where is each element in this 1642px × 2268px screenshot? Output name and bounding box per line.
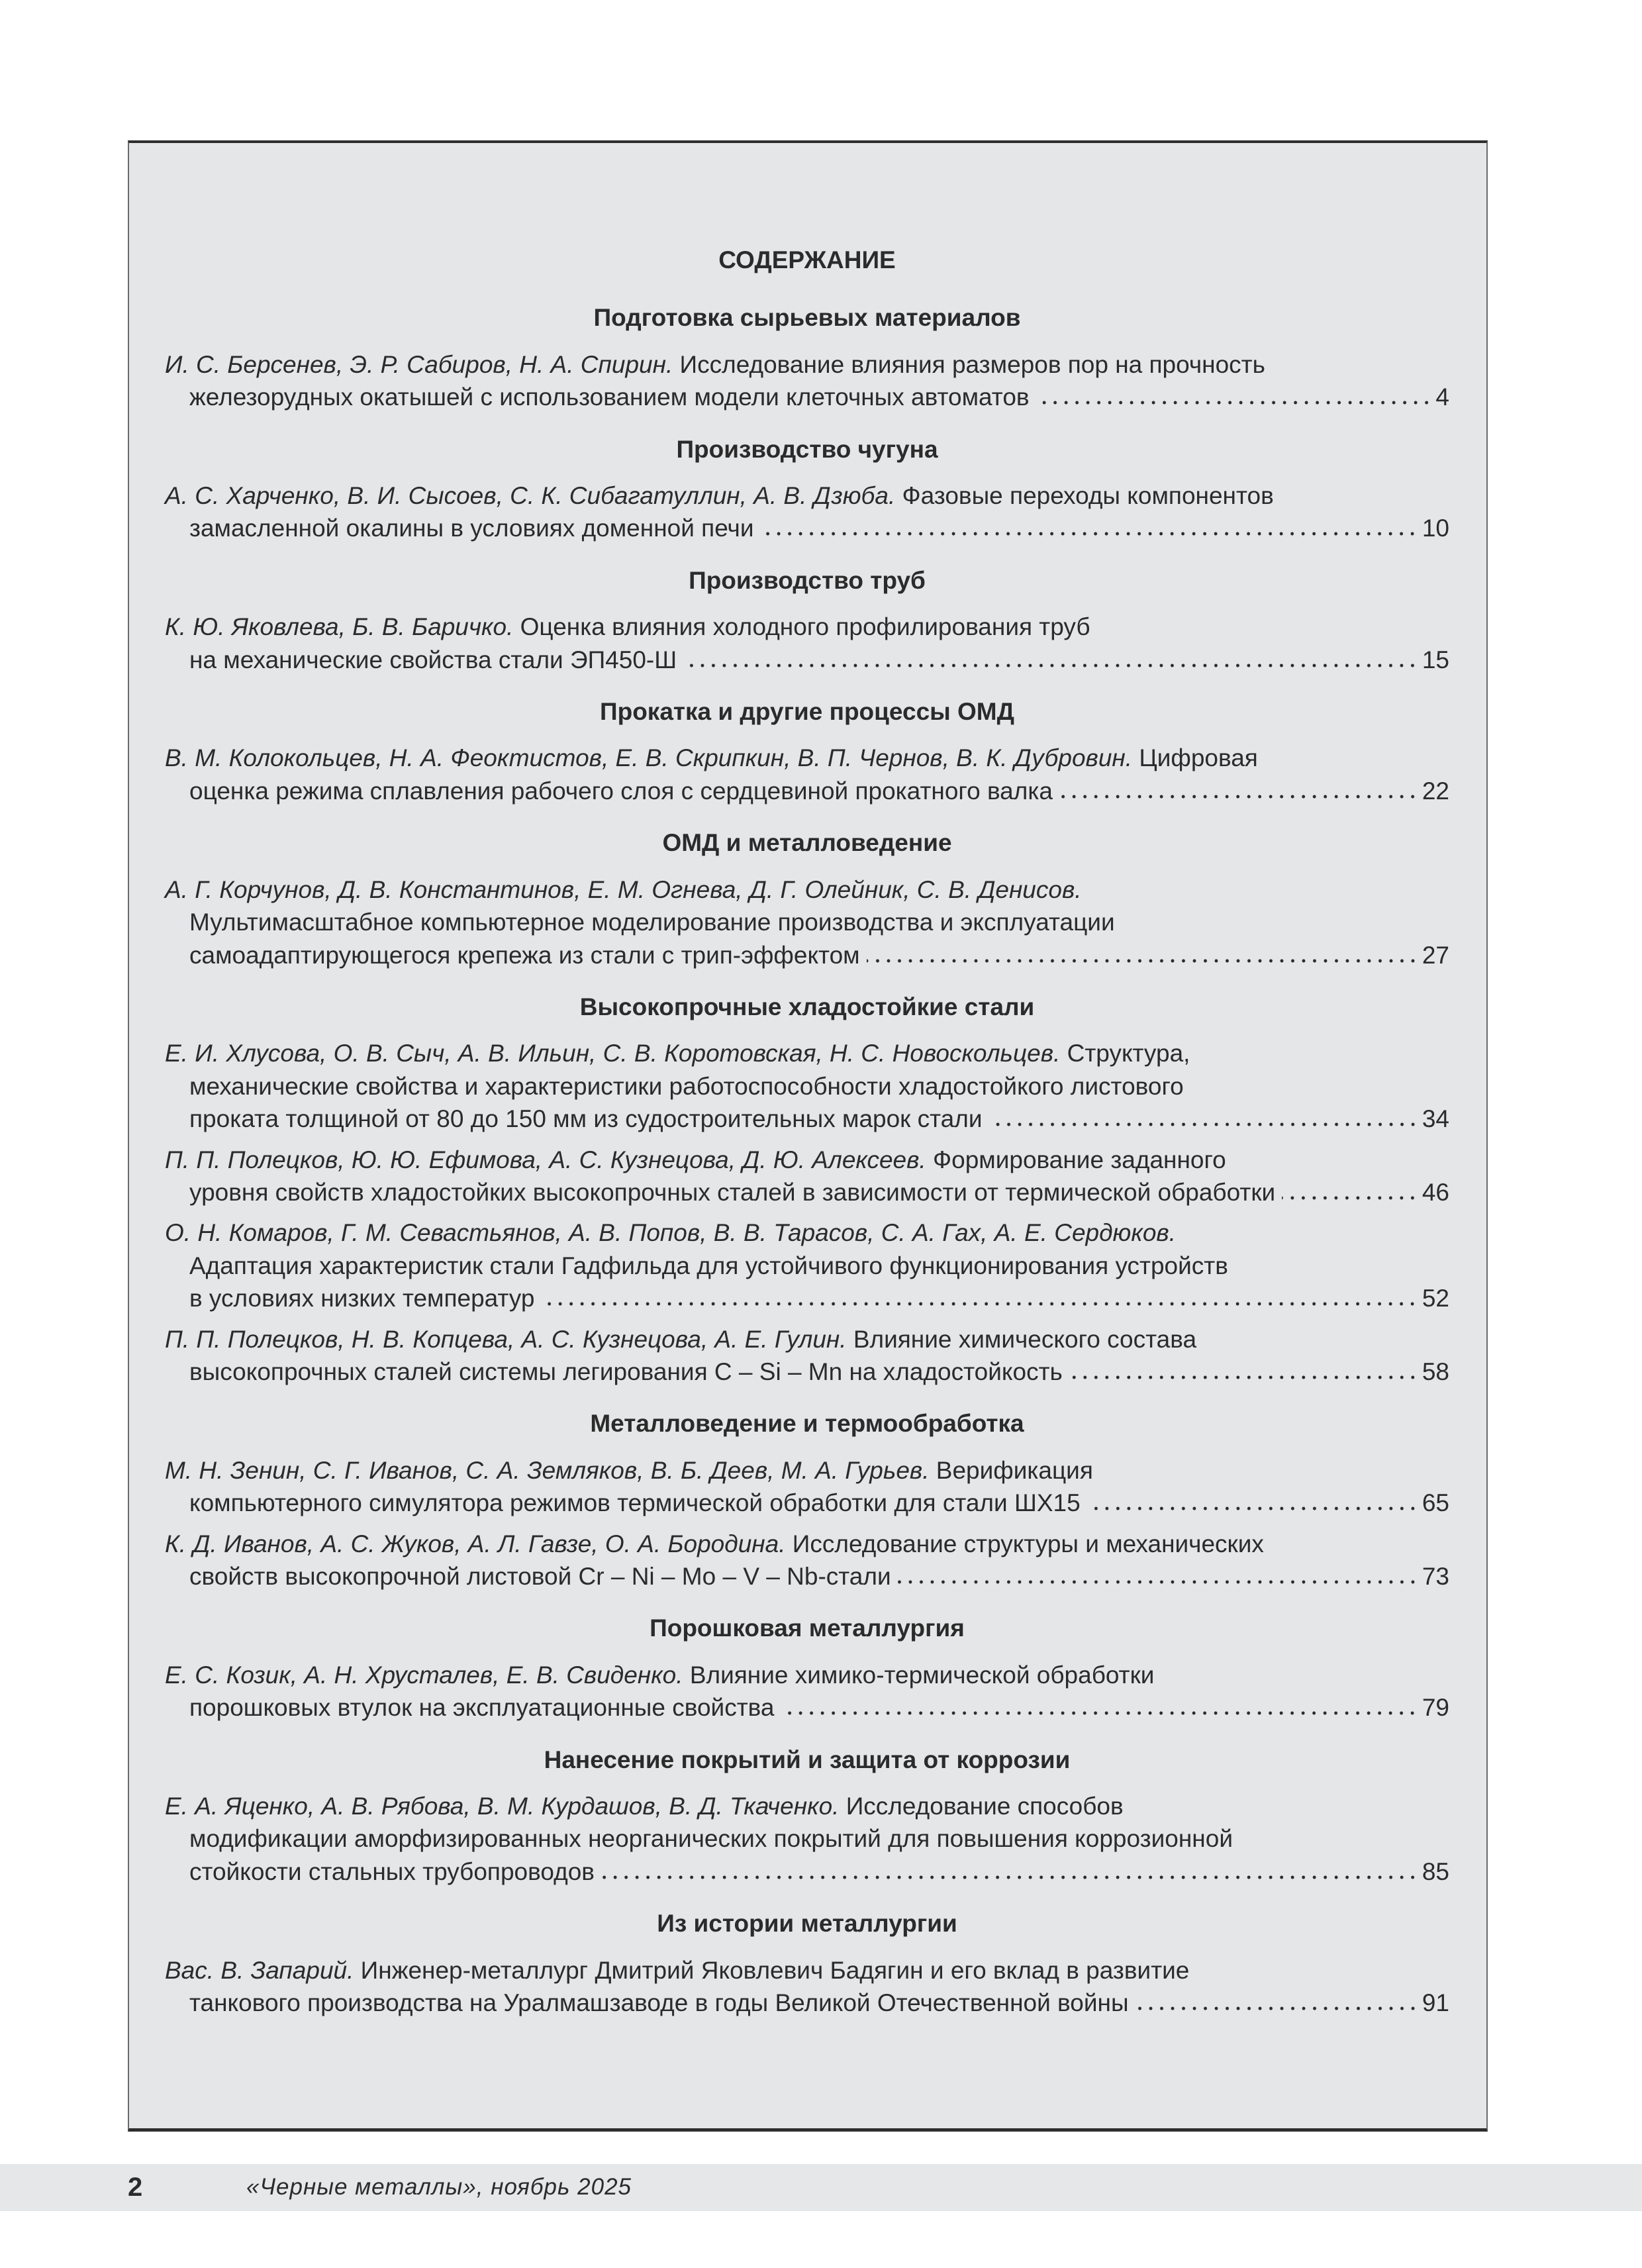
toc-entry[interactable] bbox=[165, 1659, 1449, 1724]
section-heading: Подготовка сырьевых материалов bbox=[593, 304, 1021, 332]
entry-line bbox=[165, 1356, 1449, 1388]
entry-title-text: железорудных окатышей с использованием модели клеточных автоматов bbox=[189, 383, 1030, 411]
journal-issue: «Черные металлы», ноябрь 2025 bbox=[246, 2174, 632, 2200]
entry-line bbox=[165, 742, 1449, 774]
entry-line bbox=[165, 1528, 1449, 1560]
page-footer bbox=[0, 2164, 1642, 2211]
entry-title-text: Исследование способов bbox=[845, 1793, 1124, 1820]
entry-title-text: Исследование структуры и механических bbox=[792, 1530, 1264, 1557]
dot-leader bbox=[683, 663, 1418, 668]
toc-entry[interactable] bbox=[165, 1954, 1449, 2020]
entry-page-number[interactable]: 46 bbox=[1422, 1178, 1449, 1206]
entry-line bbox=[165, 1323, 1449, 1356]
entry-title-text: танкового производства на Уралмашзаводе в годы Великой Отечественной войны bbox=[189, 1989, 1129, 2017]
entry-authors: Е. И. Хлусова, О. В. Сыч, А. В. Ильин, С. В. Коротовская, Н. С. Новоскольцев. bbox=[165, 1040, 1061, 1067]
entry-authors: К. Ю. Яковлева, Б. В. Баричко. bbox=[165, 613, 514, 641]
entry-title-text: компьютерного симулятора режимов термической обработки для стали ШХ15 bbox=[189, 1489, 1081, 1517]
entry-line bbox=[165, 906, 1449, 938]
entry-line bbox=[165, 1691, 1449, 1724]
entry-line bbox=[165, 1855, 1449, 1888]
entry-line bbox=[165, 1454, 1449, 1487]
entry-line bbox=[165, 1144, 1449, 1176]
dot-leader bbox=[1069, 1375, 1418, 1380]
entry-title-text: Фазовые переходы компонентов bbox=[902, 482, 1274, 510]
toc-entry[interactable] bbox=[165, 742, 1449, 807]
entry-line bbox=[165, 873, 1449, 906]
dot-leader bbox=[1282, 1195, 1418, 1201]
section-heading: Производство чугуна bbox=[676, 435, 938, 463]
entry-authors: М. Н. Зенин, С. Г. Иванов, С. А. Земляков, В. Б. Деев, М. А. Гурьев. bbox=[165, 1456, 930, 1484]
entry-line bbox=[165, 381, 1449, 413]
entry-page-number[interactable]: 58 bbox=[1422, 1357, 1449, 1385]
dot-leader bbox=[541, 1301, 1418, 1307]
entry-line bbox=[165, 1560, 1449, 1593]
dot-leader bbox=[867, 958, 1418, 963]
entry-line bbox=[165, 775, 1449, 807]
entry-line bbox=[165, 1790, 1449, 1822]
entry-title-text: механические свойства и характеристики работоспособности хладостойкого листового bbox=[189, 1072, 1184, 1100]
toc-entry[interactable] bbox=[165, 873, 1449, 971]
entry-page-number[interactable]: 73 bbox=[1422, 1563, 1449, 1590]
entry-title-text: высокопрочных сталей системы легирования C – Si – Mn на хладостойкость bbox=[189, 1357, 1063, 1385]
entry-title-text: Оценка влияния холодного профилирования труб bbox=[520, 613, 1090, 641]
entry-title-text: Структура, bbox=[1067, 1040, 1190, 1067]
entry-line bbox=[165, 611, 1449, 643]
entry-page-number[interactable]: 85 bbox=[1422, 1857, 1449, 1885]
entry-title-text: Адаптация характеристик стали Гадфильда для устойчивого функционирования устройств bbox=[189, 1252, 1228, 1279]
entry-title-text: Влияние химического состава bbox=[853, 1325, 1197, 1353]
entry-title-text: самоадаптирующегося крепежа из стали с трип-эффектом bbox=[189, 941, 860, 969]
section-heading: Порошковая металлургия bbox=[650, 1614, 965, 1642]
entry-page-number[interactable]: 79 bbox=[1422, 1694, 1449, 1722]
toc-entry[interactable] bbox=[165, 1037, 1449, 1135]
dot-leader bbox=[989, 1122, 1418, 1127]
entry-line bbox=[165, 1487, 1449, 1519]
dot-leader bbox=[781, 1710, 1418, 1716]
toc-entry[interactable] bbox=[165, 1528, 1449, 1593]
entry-authors: А. Г. Корчунов, Д. В. Константинов, Е. М. Огнева, Д. Г. Олейник, С. В. Денисов. bbox=[165, 875, 1082, 903]
entry-title-text: Инженер-металлург Дмитрий Яковлевич Бадягин и его вклад в развитие bbox=[360, 1956, 1190, 1984]
entry-authors: К. Д. Иванов, А. С. Жуков, А. Л. Гавзе, О. А. Бородина. bbox=[165, 1530, 786, 1557]
toc-entry[interactable] bbox=[165, 611, 1449, 676]
entry-title-text: в условиях низких температур bbox=[189, 1285, 535, 1312]
toc-entry[interactable] bbox=[165, 479, 1449, 545]
entry-line bbox=[165, 644, 1449, 676]
toc-entry[interactable] bbox=[165, 1144, 1449, 1209]
entry-title-text: Мультимасштабное компьютерное моделирование производства и эксплуатации bbox=[189, 909, 1115, 936]
entry-line bbox=[165, 512, 1449, 544]
toc-entry[interactable] bbox=[165, 1323, 1449, 1389]
entry-authors: О. Н. Комаров, Г. М. Севастьянов, А. В. Попов, В. В. Тарасов, С. А. Гах, А. Е. Сердюков. bbox=[165, 1219, 1177, 1247]
entry-page-number[interactable]: 22 bbox=[1422, 777, 1449, 805]
page-title: СОДЕРЖАНИЕ bbox=[718, 246, 896, 273]
entry-line bbox=[165, 1176, 1449, 1208]
section-heading: Производство труб bbox=[689, 566, 926, 594]
entry-title-text: Формирование заданного bbox=[933, 1146, 1226, 1173]
section-heading: Прокатка и другие процессы ОМД bbox=[600, 698, 1014, 726]
entry-title-text: оценка режима сплавления рабочего слоя с сердцевиной прокатного валка bbox=[189, 777, 1053, 805]
entry-line bbox=[165, 1822, 1449, 1855]
toc-entry[interactable] bbox=[165, 348, 1449, 414]
entry-title-text: Цифровая bbox=[1139, 744, 1258, 772]
entry-title-text: Верификация bbox=[936, 1456, 1093, 1484]
entry-authors: Е. С. Козик, А. Н. Хрусталев, Е. В. Свиденко. bbox=[165, 1661, 683, 1689]
entry-page-number[interactable]: 91 bbox=[1422, 1989, 1449, 2017]
dot-leader bbox=[1135, 2006, 1418, 2011]
section-heading: Металловедение и термообработка bbox=[590, 1410, 1024, 1438]
entry-line bbox=[165, 479, 1449, 512]
entry-line bbox=[165, 1216, 1449, 1249]
dot-leader bbox=[601, 1875, 1418, 1880]
entry-authors: П. П. Полецков, Ю. Ю. Ефимова, А. С. Кузнецова, Д. Ю. Алексеев. bbox=[165, 1146, 926, 1173]
table-of-contents bbox=[165, 244, 1449, 2019]
entry-line bbox=[165, 939, 1449, 971]
entry-authors: П. П. Полецков, Н. В. Копцева, А. С. Кузнецова, А. Е. Гулин. bbox=[165, 1325, 847, 1353]
entry-title-text: порошковых втулок на эксплуатационные свойства bbox=[189, 1694, 775, 1722]
entry-line bbox=[165, 1987, 1449, 2019]
entry-line bbox=[165, 1954, 1449, 1987]
entry-authors: А. С. Харченко, В. И. Сысоев, С. К. Сибагатуллин, А. В. Дзюба. bbox=[165, 482, 896, 510]
dot-leader bbox=[1087, 1506, 1418, 1511]
dot-leader bbox=[760, 531, 1418, 536]
entry-page-number[interactable]: 27 bbox=[1422, 941, 1449, 969]
entry-title-text: Влияние химико-термической обработки bbox=[689, 1661, 1155, 1689]
toc-entry[interactable] bbox=[165, 1454, 1449, 1520]
entry-page-number[interactable]: 34 bbox=[1422, 1105, 1449, 1133]
entry-page-number[interactable]: 10 bbox=[1422, 515, 1449, 542]
entry-authors: И. С. Берсенев, Э. Р. Сабиров, Н. А. Спирин. bbox=[165, 350, 673, 378]
entry-title-text: проката толщиной от 80 до 150 мм из судостроительных марок стали bbox=[189, 1105, 983, 1133]
entry-title-text: замасленной окалины в условиях доменной печи bbox=[189, 515, 754, 542]
entry-page-number[interactable]: 15 bbox=[1422, 646, 1449, 673]
entry-title-text: стойкости стальных трубопроводов bbox=[189, 1857, 595, 1885]
toc-entry[interactable] bbox=[165, 1790, 1449, 1888]
contents-box bbox=[128, 140, 1488, 2132]
entry-page-number[interactable]: 52 bbox=[1422, 1285, 1449, 1312]
entry-line bbox=[165, 1103, 1449, 1135]
section-heading: ОМД и металловедение bbox=[662, 829, 952, 857]
entry-title-text: модификации аморфизированных неорганических покрытий для повышения коррозионной bbox=[189, 1825, 1233, 1853]
entry-line bbox=[165, 1250, 1449, 1282]
dot-leader bbox=[898, 1579, 1418, 1585]
entry-title-text: свойств высокопрочной листовой Cr – Ni – Mo – V – Nb-стали bbox=[189, 1563, 891, 1590]
section-heading: Высокопрочные хладостойкие стали bbox=[579, 993, 1035, 1020]
entry-line bbox=[165, 1070, 1449, 1103]
page-number: 2 bbox=[128, 2173, 143, 2202]
entry-line bbox=[165, 1659, 1449, 1691]
entry-page-number[interactable]: 4 bbox=[1435, 383, 1449, 411]
dot-leader bbox=[1059, 794, 1418, 799]
entry-line bbox=[165, 1282, 1449, 1314]
entry-line bbox=[165, 348, 1449, 381]
entry-title-text: Исследование влияния размеров пор на прочность bbox=[679, 350, 1265, 378]
toc-entry[interactable] bbox=[165, 1216, 1449, 1314]
entry-authors: Е. А. Яценко, А. В. Рябова, В. М. Курдашов, В. Д. Ткаченко. bbox=[165, 1793, 840, 1820]
entry-page-number[interactable]: 65 bbox=[1422, 1489, 1449, 1517]
entry-authors: Вас. В. Запарий. bbox=[165, 1956, 354, 1984]
entry-line bbox=[165, 1037, 1449, 1069]
entry-authors: В. М. Колокольцев, Н. А. Феоктистов, Е. В. Скрипкин, В. П. Чернов, В. К. Дубровин. bbox=[165, 744, 1133, 772]
section-heading: Нанесение покрытий и защита от коррозии bbox=[544, 1746, 1071, 1773]
entry-title-text: на механические свойства стали ЭП450-Ш bbox=[189, 646, 677, 673]
dot-leader bbox=[1036, 400, 1432, 405]
section-heading: Из истории металлургии bbox=[657, 1910, 957, 1938]
entry-title-text: уровня свойств хладостойких высокопрочных сталей в зависимости от термической обработки bbox=[189, 1178, 1276, 1206]
